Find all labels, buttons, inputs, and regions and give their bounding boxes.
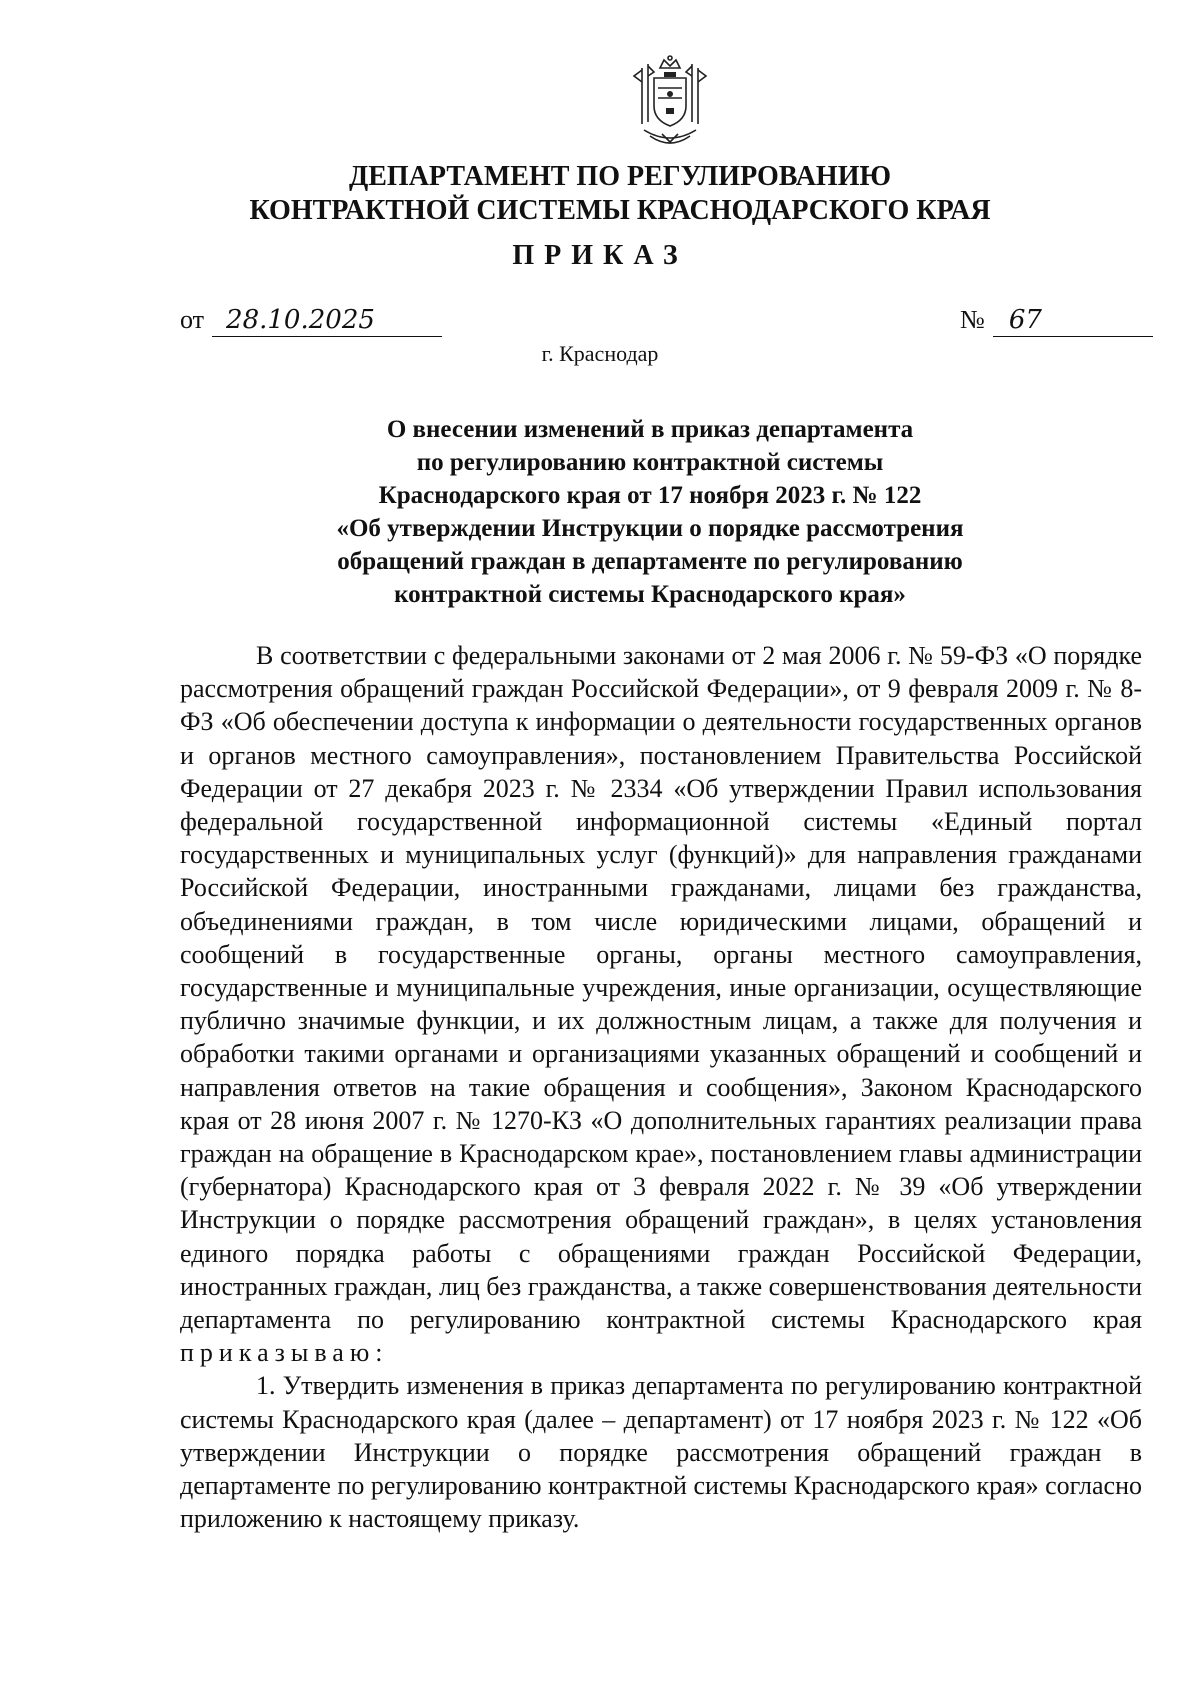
document-body (180, 639, 1142, 1535)
coat-of-arms-emblem (628, 54, 712, 152)
department-title-line-2: КОНТРАКТНОЙ СИСТЕМЫ КРАСНОДАРСКОГО КРАЯ (249, 195, 991, 226)
department-title-line-1: ДЕПАРТАМЕНТ ПО РЕГУЛИРОВАНИЮ (348, 161, 892, 192)
number-value: 67 (993, 305, 1153, 337)
subject-line: О внесении изменений в приказ департамента (386, 416, 914, 443)
body-paragraph-item-1: 1. Утвердить изменения в приказ департамента по регулированию контрактной системы Краснодарского края (далее – департамент) от 17 ноября 2023 г. № 122 «Об утверждении Инструкции о порядке рассмотрения обращений граждан в департаменте по регулированию контрактной системы Краснодарского края» согласно приложению к настоящему приказу. (180, 1371, 1142, 1534)
number-field (960, 305, 1153, 337)
date-value: 28.10.2025 (212, 305, 442, 337)
subject-line: обращений граждан в департаменте по регулированию (337, 548, 963, 575)
number-label: № (960, 305, 985, 334)
order-suffix: : (375, 1338, 383, 1368)
subject-line: по регулированию контрактной системы (416, 449, 884, 476)
subject-heading (180, 413, 1120, 611)
subject-line: контрактной системы Краснодарского края» (394, 581, 906, 608)
preamble-text: В соответствии с федеральными законами от 2 мая 2006 г. № 59-ФЗ «О порядке рассмотрения обращений граждан Российской Федерации», от 9 февраля 2009 г. № 8-ФЗ «Об обеспечении доступа к информации о деятельности государственных органов и органов местного самоуправления», постановлением Правительства Российской Федерации от 27 декабря 2023 г. № 2334 «Об утверждении Правил использования федеральной государственной информационной системы «Единый портал государственных и муниципальных услуг (функций)» для направления гражданами Российской Федерации, иностранными гражданами, лицами без гражданства, объединениями граждан, в том числе юридическими лицами, обращений и сообщений в государственные органы, органы местного самоуправления, государственные и муниципальные учреждения, иные организации, осуществляющие публично значимые функции, и их должностным лицам, а также для получения и обработки такими органами и организациями указанных обращений и сообщений и направления ответов на такие обращения и сообщения», Законом Краснодарского края от 28 июня 2007 г. № 1270-КЗ «О дополнительных гарантиях реализации права граждан на обращение в Краснодарском крае», постановлением главы администрации (губернатора) Краснодарского края от 3 февраля 2022 г. № 39 «Об утверждении Инструкции о порядке рассмотрения обращений граждан», в целях установления единого порядка работы с обращениями граждан Российской Федерации, иностранных граждан, лиц без гражданства, а также совершенствования деятельности департамента по регулированию контрактной системы Краснодарского края (180, 641, 1142, 1335)
date-field (180, 305, 442, 337)
subject-line: Краснодарского края от 17 ноября 2023 г. № 122 (378, 482, 922, 509)
coat-of-arms-icon (628, 54, 712, 152)
order-word: приказываю (180, 1338, 376, 1368)
subject-line: «Об утверждении Инструкции о порядке рассмотрения (336, 515, 964, 542)
date-label: от (180, 305, 205, 334)
document-type-heading: ПРИКАЗ (512, 240, 688, 271)
city-name: г. Краснодар (541, 341, 659, 366)
body-paragraph-preamble (180, 639, 1142, 1369)
department-title (120, 160, 1120, 228)
